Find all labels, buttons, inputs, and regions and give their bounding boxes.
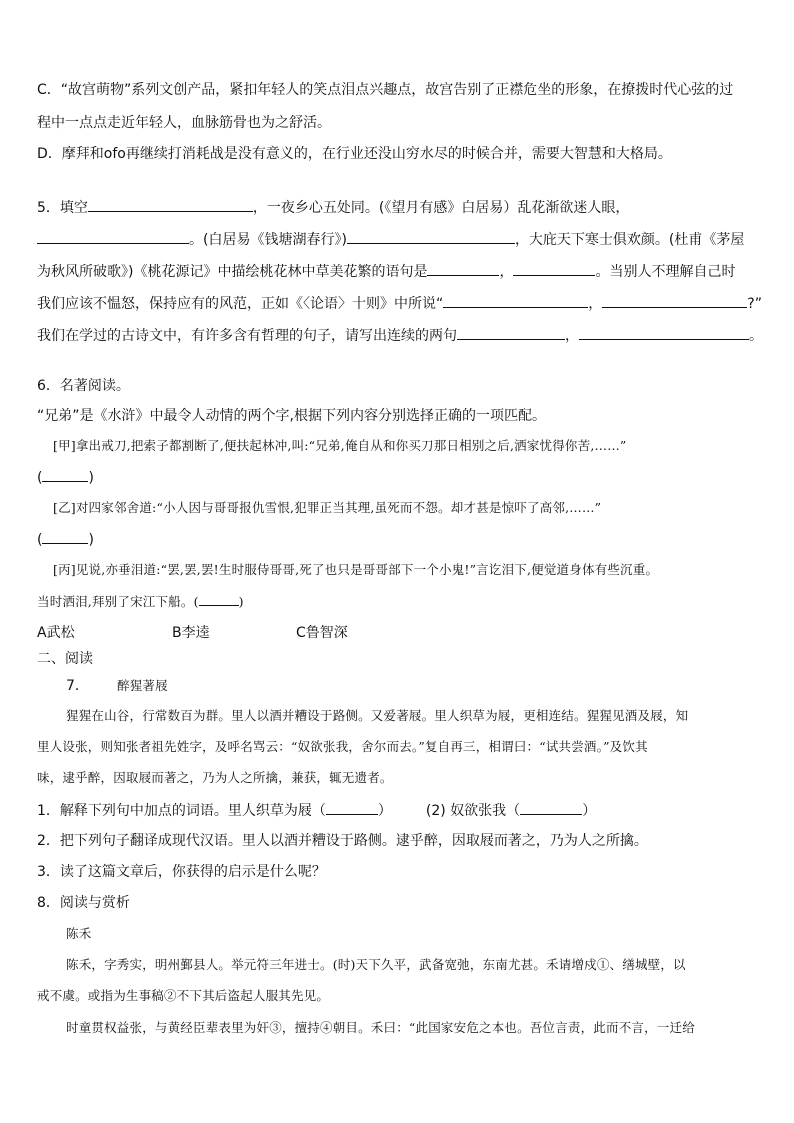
q5-text: 为秋风所破歌》)《桃花源记》中描绘桃花林中草美花繁的语句是 [37, 264, 428, 280]
section-heading-reading: 二、阅读 [37, 651, 93, 667]
q7-sub1-text-2: (2) 奴欲张我（ [425, 803, 521, 819]
q7-sub3: 3．读了这篇文章后，你获得的启示是什么呢？ [37, 864, 326, 880]
q7-passage-line2: 里人设张，则知张者祖先姓字，及呼名骂云：“奴欲张我，舍尔而去。”复自再三，相谓曰：“试共尝酒。”及饮其 [37, 739, 648, 754]
answer-blank[interactable] [42, 529, 88, 544]
q5-text: 。 [749, 328, 763, 344]
q6-option-c: C鲁智深 [296, 625, 348, 641]
answer-blank[interactable] [602, 293, 747, 308]
q8-passage-line3: 时童贯权益张，与黄经臣辈表里为奸③，擅持④朝目。禾曰：“此国家安危之本也。吾位言责，此而不言，一迁给 [66, 1020, 695, 1035]
q6-bing-text: 当时洒泪,拜别了宋江下船。( [37, 594, 199, 609]
q5-text: ， [565, 328, 579, 344]
q5-line1 [37, 197, 629, 218]
q8-passage-line2: 戒不虞。或指为生事稿②不下其后盗起人服其先见。 [37, 988, 330, 1003]
q5-text: ， [499, 264, 514, 280]
paren-close: ) [238, 594, 244, 609]
q8-subtitle: 陈禾 [66, 926, 92, 941]
q8-title: 8．阅读与赏析 [37, 895, 130, 911]
q5-line5 [37, 325, 763, 346]
q6-answer-jia [37, 467, 94, 488]
answer-blank[interactable] [88, 197, 253, 212]
q7-passage-line3: 味，逮乎醉，因取屐而著之，乃为人之所擒，兼获，辄无遗者。 [37, 770, 393, 785]
q6-passage-jia: [甲]拿出戒刀,把索子都割断了,便扶起林冲,叫:“兄弟,俺自从和你买刀那日相别之后,洒家忧得你苦,……” [53, 438, 627, 453]
answer-blank[interactable] [347, 229, 515, 244]
q7-title: 醉猩著屐 [117, 678, 168, 693]
paren-open: ( [37, 532, 43, 548]
answer-blank[interactable] [513, 261, 595, 276]
q6-passage-yi: [乙]对四家邻舍道:“小人因与哥哥报仇雪恨,犯罪正当其理,虽死而不怨。却才甚是惊吓了高邻,……” [53, 500, 602, 515]
paren-close: ) [88, 470, 94, 486]
answer-blank[interactable] [427, 261, 499, 276]
q5-text: ?” [747, 296, 762, 312]
q5-text: 。当别人不理解自己时 [595, 264, 736, 280]
paren-close: ） [377, 803, 392, 819]
answer-blank[interactable] [199, 591, 239, 606]
q5-line3 [37, 261, 735, 282]
paren-close: ) [88, 532, 94, 548]
q4-option-c-line2: 程中一点点走近年轻人，血脉筋骨也为之舒活。 [37, 115, 331, 131]
q5-text: 我们在学过的古诗文中，有许多含有哲理的句子，请写出连续的两句 [37, 328, 457, 344]
q6-option-a: A武松 [37, 625, 75, 641]
q8-passage-line1: 陈禾，字秀实，明州鄞县人。举元符三年进士。(时)天下久平，武备宽弛，东南尤甚。禾请增戍①、缮城壁，以 [66, 957, 686, 972]
q7-passage-line1: 猩猩在山谷，行常数百为群。里人以酒并糟设于路侧。又爱著屐。里人织草为屐，更相连结。猩猩见酒及屐，知 [66, 708, 689, 723]
q7-sub1-text: 1．解释下列句中加点的词语。里人织草为屐（ [37, 803, 326, 819]
answer-blank[interactable] [579, 325, 749, 340]
q5-text: 我们应该不愠怒，保持应有的风范，正如《〈论语〉十则》中所说“ [37, 296, 444, 312]
q5-line4 [37, 293, 762, 314]
q7-number: 7． [66, 678, 89, 694]
q5-text: ， [588, 296, 603, 312]
q6-intro: “兄弟”是《水浒》中最令人动情的两个字,根据下列内容分别选择正确的一项匹配。 [37, 408, 546, 424]
answer-blank[interactable] [326, 800, 378, 815]
answer-blank[interactable] [520, 800, 582, 815]
q4-option-c-line1: C．“故宫萌物”系列文创产品，紧扣年轻人的笑点泪点兴趣点，故宫告别了正襟危坐的形象，在撩拨时代心弦的过 [37, 82, 734, 98]
paren-open: ( [37, 470, 43, 486]
q6-passage-bing-line1: [丙]见说,亦垂泪道:“罢,罢,罢!生时服侍哥哥,死了也只是哥哥部下一个小鬼!”言讫泪下,便觉道身体有些沉重。 [53, 562, 659, 577]
q4-option-d: D．摩拜和ofo再继续打消耗战是没有意义的，在行业还没山穷水尽的时候合并，需要大智慧和大格局。 [37, 146, 672, 162]
q5-text: 。(白居易《钱塘湖春行》) [189, 232, 347, 248]
answer-blank[interactable] [457, 325, 565, 340]
q6-option-b: B李逵 [172, 625, 210, 641]
q6-title: 6．名著阅读。 [37, 378, 130, 394]
q5-text: ，一夜乡心五处同。(《望月有感》白居易）乱花渐欲迷人眼， [252, 200, 630, 216]
q7-sub2: 2．把下列句子翻译成现代汉语。里人以酒并糟设于路侧。逮乎醉，因取屐而著之，乃为人之所擒。 [37, 833, 648, 849]
paren-close: ） [582, 803, 597, 819]
answer-blank[interactable] [37, 229, 189, 244]
q6-answer-yi [37, 529, 94, 550]
q5-text: ，大庇天下寒士俱欢颜。(杜甫《茅屋 [514, 232, 745, 248]
answer-blank[interactable] [42, 467, 88, 482]
q6-passage-bing-line2 [37, 591, 244, 612]
q5-line2 [37, 229, 744, 250]
q5-label: 5．填空 [37, 200, 88, 216]
answer-blank[interactable] [443, 293, 588, 308]
q7-sub1 [37, 800, 596, 821]
